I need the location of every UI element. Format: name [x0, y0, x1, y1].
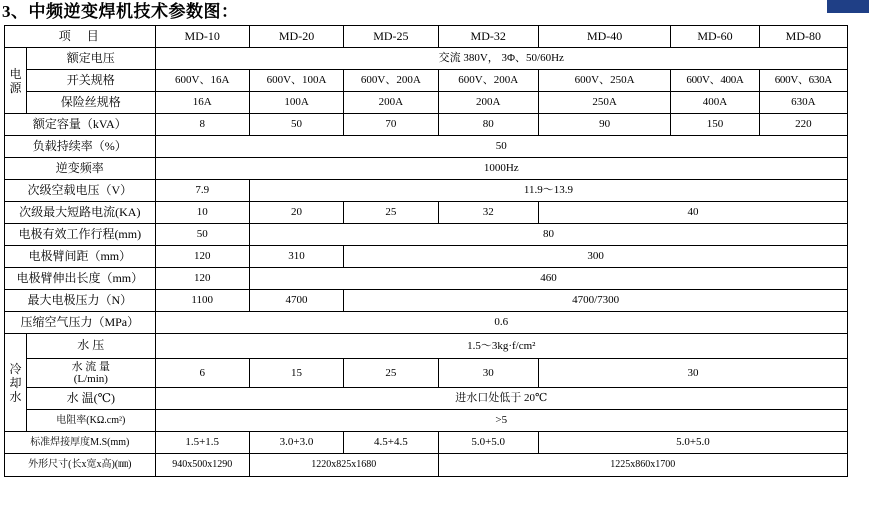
table-row — [5, 290, 848, 312]
row-label-secondary-short-circuit-current: 次级最大短路电流(KA) — [5, 202, 156, 224]
row-label-resistivity: 电阻率(KΩ.cm²) — [27, 410, 155, 432]
table-row — [5, 410, 848, 432]
cell-capacity-md10: 8 — [155, 114, 249, 136]
cell-capacity-md25: 70 — [344, 114, 438, 136]
cell-armspacing-md10: 120 — [155, 246, 249, 268]
cell-switch-md32: 600V、200A — [438, 70, 538, 92]
cell-switch-md25: 600V、200A — [344, 70, 438, 92]
cell-noload-md10: 7.9 — [155, 180, 249, 202]
cell-thickness-md25: 4.5+4.5 — [344, 432, 438, 454]
table-row — [5, 268, 848, 290]
cell-thickness-md40-80: 5.0+5.0 — [538, 432, 847, 454]
row-label-switch-spec: 开关规格 — [27, 70, 155, 92]
cell-dimensions-md10: 940x500x1290 — [155, 454, 249, 477]
cell-capacity-md40: 90 — [538, 114, 670, 136]
table-row — [5, 334, 848, 359]
row-label-water-temperature: 水 温(℃) — [27, 388, 155, 410]
row-label-rated-voltage: 额定电压 — [27, 48, 155, 70]
row-group-cooling-water — [5, 334, 27, 432]
table-row — [5, 432, 848, 454]
row-label-inverter-frequency: 逆变频率 — [5, 158, 156, 180]
header-md60: MD-60 — [671, 26, 759, 48]
row-label-water-flow-line1: 水 流 量 — [71, 361, 111, 373]
cell-force-md10: 1100 — [155, 290, 249, 312]
header-md10: MD-10 — [155, 26, 249, 48]
row-label-water-flow — [27, 359, 155, 388]
row-label-water-pressure: 水 压 — [27, 334, 155, 359]
cell-rated-voltage-all: 交流 380V， 3Φ、50/60Hz — [155, 48, 847, 70]
row-label-duty-cycle: 负载持续率（%） — [5, 136, 156, 158]
header-md80: MD-80 — [759, 26, 847, 48]
cell-armext-rest: 460 — [249, 268, 847, 290]
cell-force-rest: 4700/7300 — [344, 290, 848, 312]
cell-force-md20: 4700 — [249, 290, 343, 312]
cell-armspacing-rest: 300 — [344, 246, 848, 268]
cell-fuse-md40: 250A — [538, 92, 670, 114]
row-group-power — [5, 48, 27, 114]
header-md40: MD-40 — [538, 26, 670, 48]
cell-flow-md25: 25 — [344, 359, 438, 388]
cell-capacity-md80: 220 — [759, 114, 847, 136]
cell-stroke-rest: 80 — [249, 224, 847, 246]
table-row — [5, 92, 848, 114]
cell-shortcircuit-md10: 10 — [155, 202, 249, 224]
table-row — [5, 246, 848, 268]
row-label-air-pressure: 压缩空气压力（MPa） — [5, 312, 156, 334]
cell-stroke-md10: 50 — [155, 224, 249, 246]
group-label-cooling-char1: 冷 — [9, 361, 22, 376]
table-row — [5, 114, 848, 136]
table-row — [5, 224, 848, 246]
row-label-rated-capacity: 额定容量（kVA） — [5, 114, 156, 136]
row-label-arm-extension: 电极臂伸出长度（mm） — [5, 268, 156, 290]
row-label-water-flow-line2: (L/min) — [73, 373, 108, 385]
cell-flow-md40-80: 30 — [538, 359, 847, 388]
group-label-cooling-char2: 却 — [9, 375, 22, 390]
cell-fuse-md32: 200A — [438, 92, 538, 114]
row-label-fuse-spec: 保险丝规格 — [27, 92, 155, 114]
table-row — [5, 359, 848, 388]
cell-shortcircuit-md40-80: 40 — [538, 202, 847, 224]
table-row — [5, 312, 848, 334]
cell-shortcircuit-md20: 20 — [249, 202, 343, 224]
table-row — [5, 388, 848, 410]
cell-thickness-md20: 3.0+3.0 — [249, 432, 343, 454]
cell-thickness-md32: 5.0+5.0 — [438, 432, 538, 454]
cell-capacity-md32: 80 — [438, 114, 538, 136]
row-label-arm-spacing: 电极臂间距（mm） — [5, 246, 156, 268]
table-row — [5, 158, 848, 180]
header-item: 项 目 — [5, 26, 156, 48]
cell-water-temperature-all: 进水口处低于 20℃ — [155, 388, 847, 410]
cell-fuse-md10: 16A — [155, 92, 249, 114]
cell-shortcircuit-md32: 32 — [438, 202, 538, 224]
header-md32: MD-32 — [438, 26, 538, 48]
cell-fuse-md20: 100A — [249, 92, 343, 114]
cell-switch-md10: 600V、16A — [155, 70, 249, 92]
corner-color-block — [827, 0, 869, 13]
group-label-power-char1: 电 — [9, 66, 22, 81]
row-label-standard-weld-thickness: 标准焊接厚度M.S(mm) — [5, 432, 156, 454]
cell-air-pressure-all: 0.6 — [155, 312, 847, 334]
group-label-power-char2: 源 — [9, 80, 22, 95]
header-md25: MD-25 — [344, 26, 438, 48]
cell-switch-md80: 600V、630A — [759, 70, 847, 92]
cell-switch-md40: 600V、250A — [538, 70, 670, 92]
row-label-secondary-no-load-voltage: 次级空载电压（V） — [5, 180, 156, 202]
header-md20: MD-20 — [249, 26, 343, 48]
cell-switch-md60: 600V、400A — [671, 70, 759, 92]
table-row — [5, 136, 848, 158]
cell-capacity-md60: 150 — [671, 114, 759, 136]
page-title: 3、中频逆变焊机技术参数图： — [2, 2, 239, 21]
table-row — [5, 180, 848, 202]
table-header-row — [5, 26, 848, 48]
cell-flow-md20: 15 — [249, 359, 343, 388]
cell-duty-cycle-all: 50 — [155, 136, 847, 158]
cell-fuse-md60: 400A — [671, 92, 759, 114]
cell-thickness-md10: 1.5+1.5 — [155, 432, 249, 454]
row-label-electrode-stroke: 电极有效工作行程(mm) — [5, 224, 156, 246]
cell-resistivity-all: >5 — [155, 410, 847, 432]
table-row — [5, 48, 848, 70]
cell-armext-md10: 120 — [155, 268, 249, 290]
cell-dimensions-md20-25: 1220x825x1680 — [249, 454, 438, 477]
cell-shortcircuit-md25: 25 — [344, 202, 438, 224]
table-row — [5, 70, 848, 92]
cell-water-pressure-all: 1.5～3kg·f/cm² — [155, 334, 847, 359]
cell-flow-md32: 30 — [438, 359, 538, 388]
cell-capacity-md20: 50 — [249, 114, 343, 136]
cell-fuse-md25: 200A — [344, 92, 438, 114]
row-label-dimensions: 外形尺寸(长x宽x高)(㎜) — [5, 454, 156, 477]
cell-switch-md20: 600V、100A — [249, 70, 343, 92]
cell-armspacing-md20: 310 — [249, 246, 343, 268]
table-row — [5, 202, 848, 224]
row-label-max-electrode-force: 最大电极压力（N） — [5, 290, 156, 312]
table-row — [5, 454, 848, 477]
spec-table — [4, 25, 848, 477]
cell-noload-rest: 11.9～13.9 — [249, 180, 847, 202]
cell-inverter-frequency-all: 1000Hz — [155, 158, 847, 180]
cell-fuse-md80: 630A — [759, 92, 847, 114]
cell-dimensions-md32-80: 1225x860x1700 — [438, 454, 847, 477]
group-label-cooling-char3: 水 — [9, 389, 22, 404]
cell-flow-md10: 6 — [155, 359, 249, 388]
